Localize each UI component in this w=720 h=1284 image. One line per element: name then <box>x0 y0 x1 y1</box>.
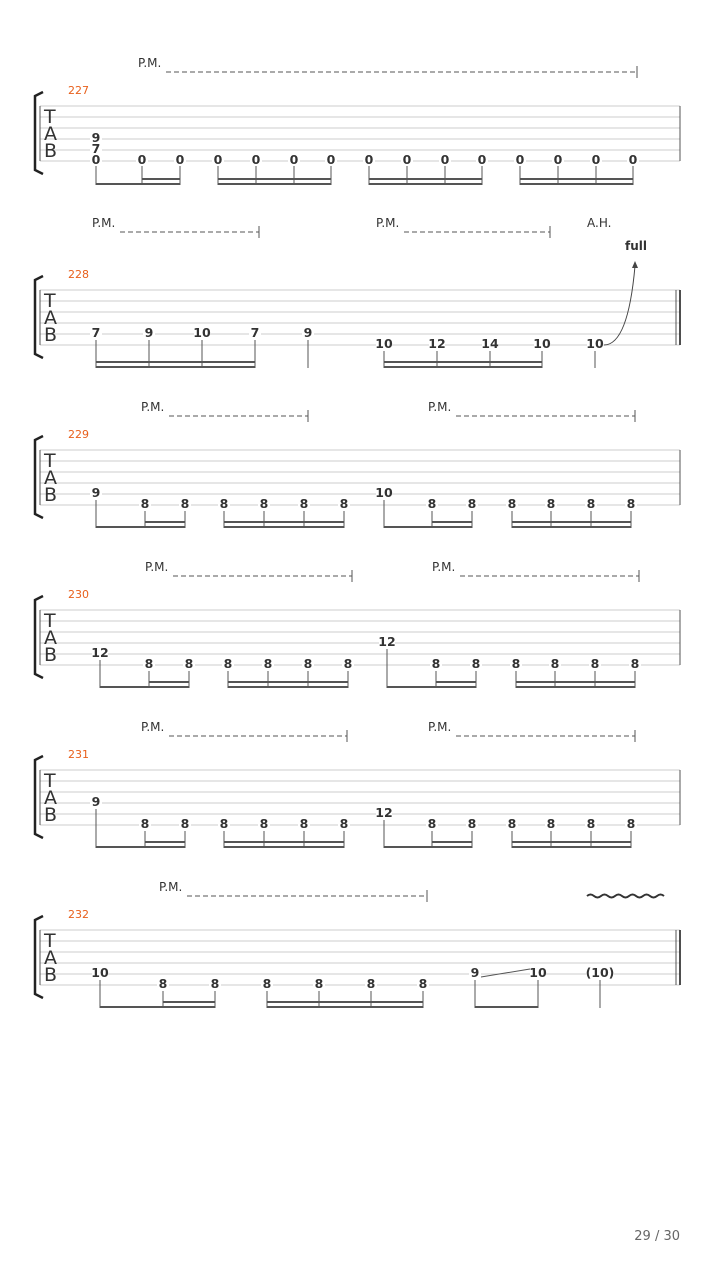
fret-number: 8 <box>507 816 517 831</box>
tab-clef-a: A <box>44 627 57 649</box>
tab-staff-lines <box>40 106 680 161</box>
fret-number: 8 <box>158 976 168 991</box>
fret-number: 9 <box>91 794 101 809</box>
fret-number: 8 <box>339 816 349 831</box>
page-indicator: 29 / 30 <box>634 1229 680 1244</box>
palm-mute-label: P.M. <box>432 560 456 574</box>
measure-number: 227 <box>68 84 89 97</box>
fret-number: 8 <box>314 976 324 991</box>
slide-line <box>481 969 530 977</box>
fret-number: 8 <box>339 496 349 511</box>
fret-number: 7 <box>91 325 101 340</box>
measure-number: 230 <box>68 588 89 601</box>
fret-number: 10 <box>375 485 393 500</box>
palm-mute-label: P.M. <box>92 216 116 230</box>
fret-number: 9 <box>91 485 101 500</box>
fret-number: 0 <box>251 152 261 167</box>
fret-number: 0 <box>515 152 525 167</box>
fret-number: 8 <box>546 816 556 831</box>
fret-number: 0 <box>402 152 412 167</box>
system-232 <box>35 880 680 1008</box>
tab-clef-a: A <box>44 467 57 489</box>
tab-clef-a: A <box>44 947 57 969</box>
fret-number: 10 <box>533 336 551 351</box>
fret-number: 8 <box>140 816 150 831</box>
tab-staff-lines <box>40 770 680 825</box>
fret-number: 8 <box>299 816 309 831</box>
fret-number: 8 <box>180 816 190 831</box>
palm-mute-label: P.M. <box>428 400 452 414</box>
tab-staff-lines <box>40 290 680 345</box>
fret-number: 8 <box>219 816 229 831</box>
palm-mute-label: P.M. <box>376 216 400 230</box>
bend-amount-label: full <box>625 239 647 253</box>
palm-mute-label: P.M. <box>138 56 162 70</box>
fret-number: 8 <box>263 656 273 671</box>
fret-number: 0 <box>213 152 223 167</box>
tab-clef-a: A <box>44 307 57 329</box>
fret-number: 8 <box>467 816 477 831</box>
tab-clef-b: B <box>44 964 58 986</box>
fret-number: 0 <box>477 152 487 167</box>
system-bracket <box>35 92 43 174</box>
system-230 <box>35 560 680 688</box>
fret-number: 10 <box>91 965 109 980</box>
fret-number: 12 <box>375 805 393 820</box>
fret-number: 0 <box>553 152 563 167</box>
fret-number: 8 <box>626 816 636 831</box>
measure-number: 228 <box>68 268 89 281</box>
tab-clef-a: A <box>44 787 57 809</box>
tab-staff-lines <box>40 450 680 505</box>
tab-staff-lines <box>40 610 680 665</box>
fret-number: 8 <box>343 656 353 671</box>
measure-number: 229 <box>68 428 89 441</box>
fret-number: 8 <box>431 656 441 671</box>
fret-number: 0 <box>440 152 450 167</box>
fret-number: 8 <box>427 496 437 511</box>
tab-clef-b: B <box>44 140 58 162</box>
fret-number: 8 <box>259 816 269 831</box>
fret-number: 8 <box>507 496 517 511</box>
system-228 <box>35 216 680 368</box>
fret-number: 9 <box>470 965 480 980</box>
tab-clef-b: B <box>44 484 58 506</box>
fret-number: 0 <box>364 152 374 167</box>
fret-number: 0 <box>326 152 336 167</box>
bend-arrowhead <box>632 261 638 268</box>
system-231 <box>35 720 680 848</box>
palm-mute-label: P.M. <box>428 720 452 734</box>
tab-clef-b: B <box>44 644 58 666</box>
tab-clef-a: A <box>44 123 57 145</box>
tab-clef-t: T <box>44 106 56 128</box>
fret-number: 7 <box>250 325 260 340</box>
fret-number: 8 <box>180 496 190 511</box>
note-stems <box>100 980 600 1008</box>
measure-number: 232 <box>68 908 89 921</box>
fret-number: 8 <box>210 976 220 991</box>
fret-number: 0 <box>591 152 601 167</box>
tab-clef-t: T <box>44 610 56 632</box>
fret-number: 8 <box>630 656 640 671</box>
system-bracket <box>35 436 43 518</box>
fret-number: 7 <box>91 141 101 156</box>
fret-number: 8 <box>471 656 481 671</box>
fret-number: 8 <box>546 496 556 511</box>
fret-number: 0 <box>289 152 299 167</box>
fret-number: 8 <box>140 496 150 511</box>
fret-number: 8 <box>418 976 428 991</box>
fret-number: 10 <box>586 336 604 351</box>
tab-staff-lines <box>40 930 680 985</box>
system-bracket <box>35 596 43 678</box>
note-beams <box>96 361 542 368</box>
tab-clef-t: T <box>44 290 56 312</box>
fret-number: 0 <box>137 152 147 167</box>
tab-clef-b: B <box>44 324 58 346</box>
fret-number: 8 <box>586 496 596 511</box>
fret-number: 8 <box>223 656 233 671</box>
fret-number: 8 <box>467 496 477 511</box>
palm-mute-label: P.M. <box>145 560 169 574</box>
fret-number: 10 <box>375 336 393 351</box>
fret-number: 8 <box>144 656 154 671</box>
fret-number: 8 <box>626 496 636 511</box>
fret-number: 8 <box>303 656 313 671</box>
fret-number: 10 <box>193 325 211 340</box>
note-stems <box>96 340 595 368</box>
fret-number: 8 <box>219 496 229 511</box>
fret-number: 0 <box>628 152 638 167</box>
fret-number: 12 <box>91 645 109 660</box>
tab-clef-t: T <box>44 770 56 792</box>
fret-number: 9 <box>144 325 154 340</box>
fret-number: 9 <box>303 325 313 340</box>
fret-number: 8 <box>427 816 437 831</box>
fret-backgrounds <box>90 326 603 350</box>
fret-number: 0 <box>175 152 185 167</box>
fret-number: 9 <box>91 130 101 145</box>
fret-number: 12 <box>428 336 446 351</box>
artificial-harmonic-label: A.H. <box>587 216 612 230</box>
palm-mute-label: P.M. <box>141 400 165 414</box>
fret-number: 8 <box>299 496 309 511</box>
fret-number: 8 <box>366 976 376 991</box>
palm-mute-label: P.M. <box>159 880 183 894</box>
fret-number: 10 <box>529 965 547 980</box>
fret-number: 8 <box>586 816 596 831</box>
fret-number: 8 <box>511 656 521 671</box>
fret-number: 8 <box>259 496 269 511</box>
tab-clef-b: B <box>44 804 58 826</box>
bend-curve <box>604 266 635 345</box>
fret-number: 0 <box>91 152 101 167</box>
system-bracket <box>35 276 43 358</box>
system-bracket <box>35 916 43 998</box>
vibrato-wavy-line <box>587 895 664 898</box>
measure-number: 231 <box>68 748 89 761</box>
system-bracket <box>35 756 43 838</box>
fret-number: 8 <box>590 656 600 671</box>
system-227 <box>35 56 680 185</box>
fret-number: 8 <box>184 656 194 671</box>
palm-mute-label: P.M. <box>141 720 165 734</box>
fret-number: 14 <box>481 336 499 351</box>
fret-number: 12 <box>378 634 396 649</box>
fret-number: 8 <box>550 656 560 671</box>
system-229 <box>35 400 680 528</box>
tab-clef-t: T <box>44 450 56 472</box>
fret-number: 8 <box>262 976 272 991</box>
note-beams <box>96 178 633 185</box>
fret-number: (10) <box>585 965 615 980</box>
tab-clef-t: T <box>44 930 56 952</box>
note-stems <box>96 166 633 185</box>
